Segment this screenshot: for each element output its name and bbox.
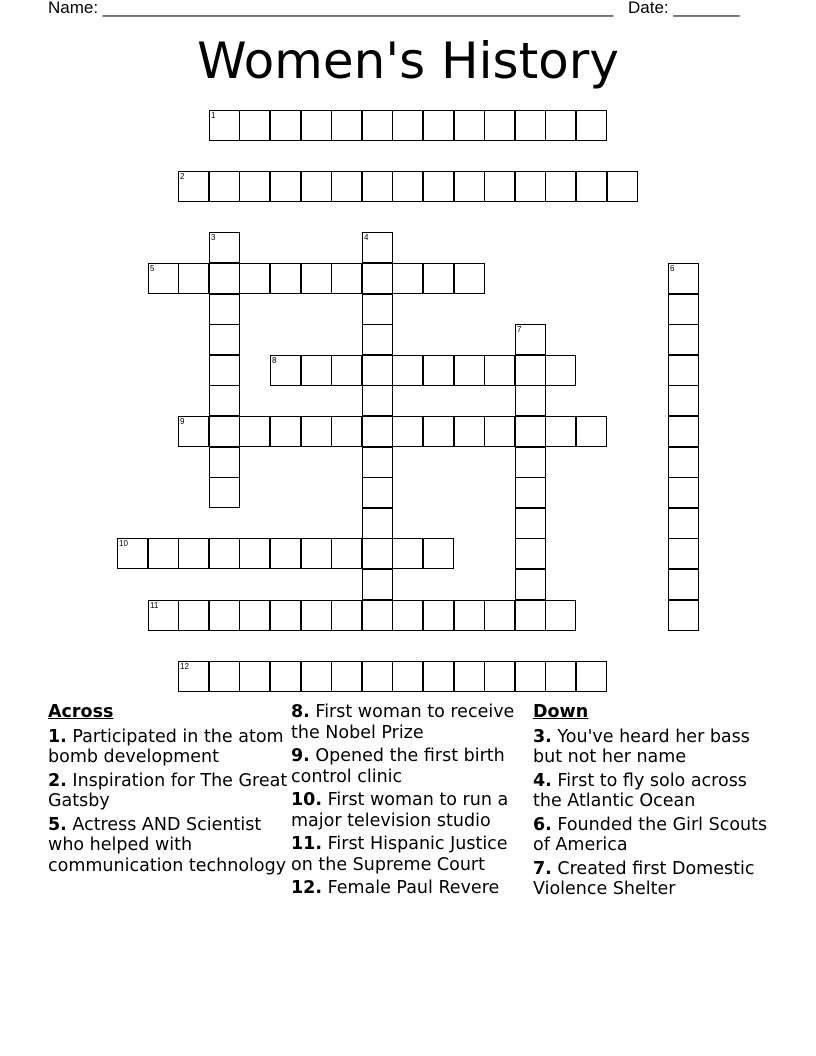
grid-cell[interactable] (178, 171, 209, 202)
grid-cell[interactable] (392, 263, 423, 294)
grid-cell[interactable] (209, 171, 240, 202)
cell-number: 1 (211, 111, 216, 120)
grid-cell[interactable] (668, 416, 699, 447)
grid-cell[interactable] (515, 416, 546, 447)
grid-cell[interactable] (270, 600, 301, 631)
clue-down-7 (533, 859, 773, 900)
grid-cell[interactable] (423, 416, 454, 447)
clue-across-12 (291, 878, 529, 899)
grid-cell[interactable] (668, 324, 699, 355)
grid-cell[interactable] (484, 661, 515, 692)
clue-number: 4. (533, 770, 552, 791)
cell-number: 7 (517, 325, 522, 334)
clue-down-3 (533, 727, 773, 768)
grid-cell[interactable] (668, 294, 699, 325)
grid-cell[interactable] (148, 600, 179, 631)
grid-cell[interactable] (515, 355, 546, 386)
grid-cell[interactable] (331, 263, 362, 294)
grid-cell[interactable] (515, 661, 546, 692)
grid-cell[interactable] (239, 110, 270, 141)
grid-cell[interactable] (331, 538, 362, 569)
grid-cell[interactable] (515, 538, 546, 569)
grid-cell[interactable] (392, 171, 423, 202)
clue-text: Opened the first birth control clinic (291, 746, 505, 787)
cell-number: 12 (180, 662, 189, 671)
grid-cell[interactable] (515, 569, 546, 600)
clue-text: Female Paul Revere (327, 878, 500, 898)
grid-cell[interactable] (392, 110, 423, 141)
grid-cell[interactable] (270, 355, 301, 386)
grid-cell[interactable] (270, 416, 301, 447)
grid-cell[interactable] (362, 661, 393, 692)
grid-cell[interactable] (209, 661, 240, 692)
grid-cell[interactable] (668, 355, 699, 386)
grid-cell[interactable] (515, 171, 546, 202)
cell-number: 4 (364, 233, 369, 242)
grid-cell[interactable] (545, 416, 576, 447)
grid-cell[interactable] (209, 600, 240, 631)
grid-cell[interactable] (545, 661, 576, 692)
grid-cell[interactable] (270, 263, 301, 294)
grid-cell[interactable] (209, 263, 240, 294)
clue-text: First Hispanic Justice on the Supreme Court (291, 834, 508, 875)
grid-cell[interactable] (239, 661, 270, 692)
grid-cell[interactable] (515, 324, 546, 355)
clues-column-3 (533, 702, 773, 903)
grid-cell[interactable] (515, 508, 546, 539)
cell-number: 11 (150, 601, 159, 610)
grid-cell[interactable] (362, 477, 393, 508)
grid-cell[interactable] (362, 538, 393, 569)
grid-cell[interactable] (301, 110, 332, 141)
grid-cell[interactable] (331, 171, 362, 202)
grid-cell[interactable] (484, 600, 515, 631)
grid-cell[interactable] (515, 385, 546, 416)
grid-cell[interactable] (301, 263, 332, 294)
grid-cell[interactable] (362, 171, 393, 202)
name-field[interactable]: Name: ______________________________________________________ (48, 0, 614, 17)
grid-cell[interactable] (392, 538, 423, 569)
grid-cell[interactable] (178, 416, 209, 447)
grid-cell[interactable] (362, 232, 393, 263)
grid-cell[interactable] (484, 355, 515, 386)
clue-text: Created first Domestic Violence Shelter (533, 858, 755, 899)
clue-text: First to fly solo across the Atlantic Ocean (533, 770, 747, 811)
grid-cell[interactable] (209, 232, 240, 263)
grid-cell[interactable] (392, 600, 423, 631)
clue-number: 3. (533, 726, 552, 747)
clue-across-8 (291, 702, 529, 743)
grid-cell[interactable] (178, 661, 209, 692)
cell-number: 2 (180, 172, 185, 181)
grid-cell[interactable] (301, 171, 332, 202)
clue-number: 5. (48, 814, 67, 835)
grid-cell[interactable] (576, 171, 607, 202)
cell-number: 3 (211, 233, 216, 242)
grid-cell[interactable] (362, 416, 393, 447)
grid-cell[interactable] (209, 385, 240, 416)
grid-cell[interactable] (362, 263, 393, 294)
clue-across-5 (48, 815, 288, 877)
grid-cell[interactable] (209, 477, 240, 508)
clue-number: 7. (533, 858, 552, 879)
grid-cell[interactable] (454, 110, 485, 141)
grid-cell[interactable] (362, 355, 393, 386)
grid-cell[interactable] (454, 263, 485, 294)
grid-cell[interactable] (362, 600, 393, 631)
clue-text: Actress AND Scientist who helped with communication technology (48, 814, 287, 876)
clue-across-1 (48, 727, 288, 768)
grid-cell[interactable] (484, 416, 515, 447)
grid-cell[interactable] (484, 110, 515, 141)
grid-cell[interactable] (209, 538, 240, 569)
grid-cell[interactable] (545, 355, 576, 386)
grid-cell[interactable] (392, 661, 423, 692)
clues-column-2 (291, 702, 529, 902)
clue-number: 10. (291, 790, 323, 810)
grid-cell[interactable] (239, 263, 270, 294)
grid-cell[interactable] (331, 661, 362, 692)
grid-cell[interactable] (607, 171, 638, 202)
grid-cell[interactable] (423, 171, 454, 202)
cell-number: 10 (119, 539, 128, 548)
clue-text: You've heard her bass but not her name (533, 726, 750, 767)
clue-number: 9. (291, 746, 310, 766)
grid-cell[interactable] (668, 385, 699, 416)
clue-across-9 (291, 746, 529, 787)
grid-cell[interactable] (454, 355, 485, 386)
grid-cell[interactable] (423, 355, 454, 386)
clues-column-1 (48, 702, 288, 879)
cell-number: 6 (670, 264, 675, 273)
grid-cell[interactable] (576, 661, 607, 692)
grid-cell[interactable] (454, 171, 485, 202)
grid-cell[interactable] (454, 600, 485, 631)
grid-cell[interactable] (117, 538, 148, 569)
grid-cell[interactable] (668, 447, 699, 478)
grid-cell[interactable] (576, 110, 607, 141)
grid-cell[interactable] (331, 600, 362, 631)
grid-cell[interactable] (668, 538, 699, 569)
grid-cell[interactable] (270, 171, 301, 202)
grid-cell[interactable] (209, 355, 240, 386)
grid-cell[interactable] (668, 569, 699, 600)
grid-cell[interactable] (301, 600, 332, 631)
clue-across-10 (291, 790, 529, 831)
grid-cell[interactable] (668, 508, 699, 539)
grid-cell[interactable] (668, 263, 699, 294)
grid-cell[interactable] (392, 416, 423, 447)
grid-cell[interactable] (270, 661, 301, 692)
grid-cell[interactable] (515, 447, 546, 478)
grid-cell[interactable] (148, 538, 179, 569)
cell-number: 8 (272, 356, 277, 365)
grid-cell[interactable] (178, 538, 209, 569)
clue-text: First woman to receive the Nobel Prize (291, 702, 515, 743)
grid-cell[interactable] (362, 569, 393, 600)
grid-cell[interactable] (423, 263, 454, 294)
grid-cell[interactable] (178, 600, 209, 631)
grid-cell[interactable] (454, 416, 485, 447)
grid-cell[interactable] (454, 661, 485, 692)
grid-cell[interactable] (301, 355, 332, 386)
grid-cell[interactable] (270, 110, 301, 141)
grid-cell[interactable] (362, 110, 393, 141)
grid-cell[interactable] (576, 416, 607, 447)
grid-cell[interactable] (423, 600, 454, 631)
grid-cell[interactable] (668, 477, 699, 508)
page-title: Women's History (197, 32, 619, 90)
cell-number: 5 (150, 264, 155, 273)
grid-cell[interactable] (301, 661, 332, 692)
cell-number: 9 (180, 417, 185, 426)
grid-cell[interactable] (423, 661, 454, 692)
date-field[interactable]: Date: _______ (628, 0, 740, 17)
grid-cell[interactable] (331, 355, 362, 386)
across-heading: Across (48, 702, 114, 722)
grid-cell[interactable] (209, 324, 240, 355)
clue-text: Participated in the atom bomb development (48, 726, 284, 767)
clue-number: 6. (533, 814, 552, 835)
grid-cell[interactable] (545, 110, 576, 141)
grid-cell[interactable] (148, 263, 179, 294)
clue-number: 11. (291, 834, 323, 854)
grid-cell[interactable] (362, 508, 393, 539)
grid-cell[interactable] (209, 447, 240, 478)
clue-number: 2. (48, 770, 67, 791)
grid-cell[interactable] (301, 538, 332, 569)
grid-cell[interactable] (545, 600, 576, 631)
grid-cell[interactable] (362, 385, 393, 416)
clue-number: 1. (48, 726, 67, 747)
grid-cell[interactable] (362, 447, 393, 478)
grid-cell[interactable] (362, 324, 393, 355)
clue-down-6 (533, 815, 773, 856)
grid-cell[interactable] (423, 538, 454, 569)
grid-cell[interactable] (209, 416, 240, 447)
grid-cell[interactable] (239, 600, 270, 631)
grid-cell[interactable] (515, 600, 546, 631)
clue-across-11 (291, 834, 529, 875)
clue-number: 8. (291, 702, 310, 722)
grid-cell[interactable] (392, 355, 423, 386)
grid-cell[interactable] (515, 477, 546, 508)
down-heading: Down (533, 702, 589, 722)
grid-cell[interactable] (239, 171, 270, 202)
clue-text: Inspiration for The Great Gatsby (48, 770, 288, 811)
grid-cell[interactable] (239, 416, 270, 447)
grid-cell[interactable] (301, 416, 332, 447)
grid-cell[interactable] (423, 110, 454, 141)
grid-cell[interactable] (331, 110, 362, 141)
clue-number: 12. (291, 878, 323, 898)
grid-cell[interactable] (178, 263, 209, 294)
clue-across-2 (48, 771, 288, 812)
grid-cell[interactable] (484, 171, 515, 202)
clue-down-4 (533, 771, 773, 812)
grid-cell[interactable] (209, 294, 240, 325)
grid-cell[interactable] (515, 110, 546, 141)
grid-cell[interactable] (331, 416, 362, 447)
grid-cell[interactable] (545, 171, 576, 202)
grid-cell[interactable] (209, 110, 240, 141)
grid-cell[interactable] (239, 538, 270, 569)
clue-text: Founded the Girl Scouts of America (533, 814, 768, 855)
clue-text: First woman to run a major television studio (291, 790, 509, 831)
grid-cell[interactable] (668, 600, 699, 631)
grid-cell[interactable] (362, 294, 393, 325)
grid-cell[interactable] (270, 538, 301, 569)
